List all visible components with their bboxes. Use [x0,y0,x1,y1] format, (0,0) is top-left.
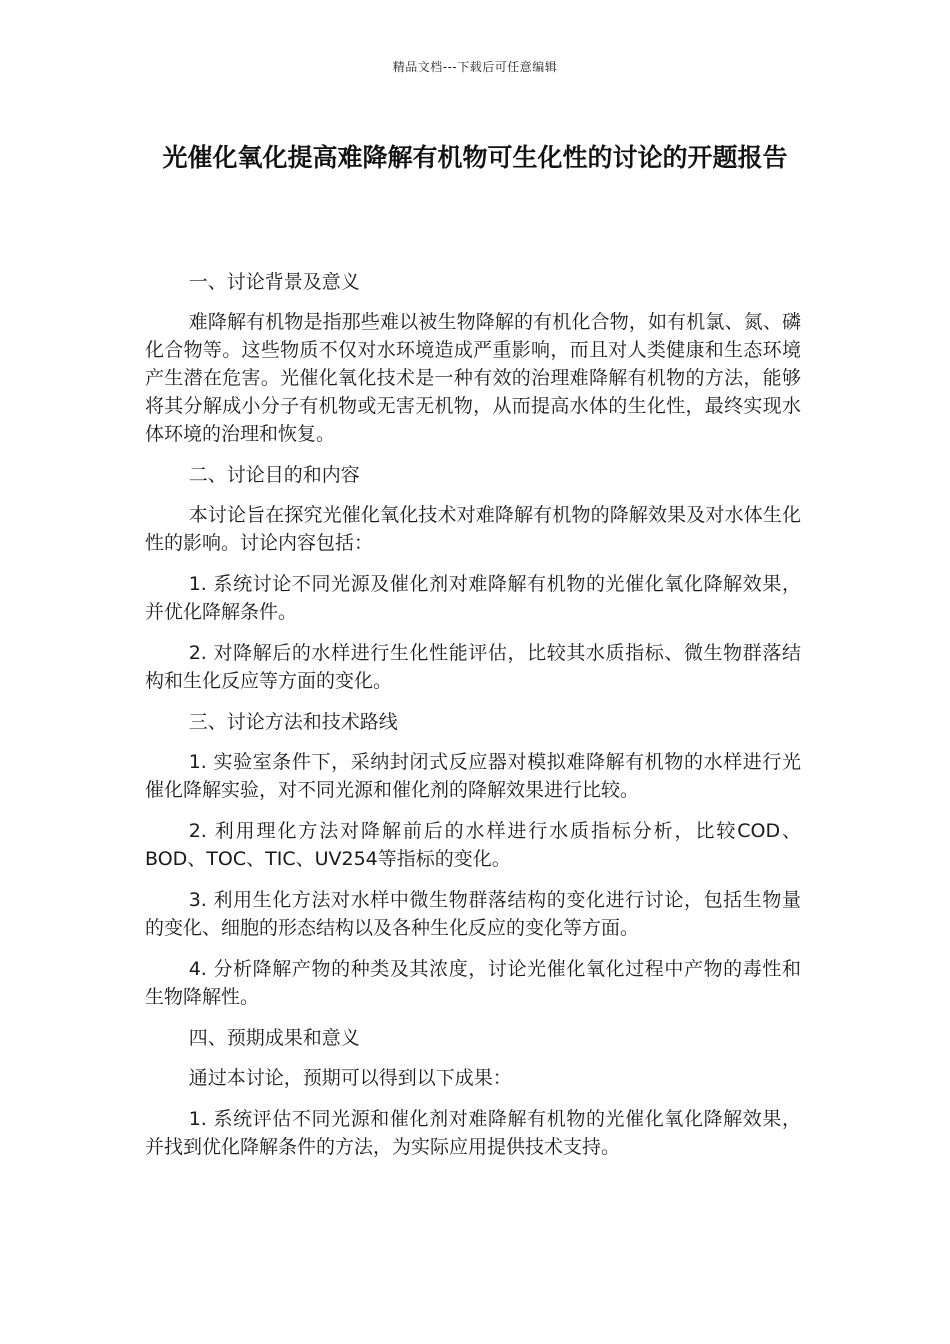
paragraph-outcomes-intro: 通过本讨论，预期可以得到以下成果： [188,1067,512,1089]
list-item-outcome-1: 1. 系统评估不同光源和催化剂对难降解有机物的光催化氧化降解效果，并找到优化降解条件的方法，为实际应用提供技术支持。 [145,1108,801,1158]
list-item-method-4: 4. 分析降解产物的种类及其浓度，讨论光催化氧化过程中产物的毒性和生物降解性。 [145,958,801,1008]
paragraph-objectives-intro: 本讨论旨在探究光催化氧化技术对难降解有机物的降解效果及对水体生化性的影响。讨论内容包括： [145,504,801,554]
list-item-method-1: 1. 实验室条件下，采纳封闭式反应器对模拟难降解有机物的水样进行光催化降解实验，对不同光源和催化剂的降解效果进行比较。 [145,751,801,801]
paragraph-background: 难降解有机物是指那些难以被生物降解的有机化合物，如有机氯、氮、磷化合物等。这些物质不仅对水环境造成严重影响，而且对人类健康和生态环境产生潜在危害。光催化氧化技术是一种有效的治理难降解有机物的方法，能够将其分解成小分子有机物或无害无机物，从而提高水体的生化性，最终实现水体环境的治理和恢复。 [145,311,801,445]
document-title: 光催化氧化提高难降解有机物可生化性的讨论的开题报告 [162,143,788,172]
list-item-objective-1: 1. 系统讨论不同光源及催化剂对难降解有机物的光催化氧化降解效果，并优化降解条件。 [145,573,801,623]
list-item-method-2: 2. 利用理化方法对降解前后的水样进行水质指标分析，比较COD、BOD、TOC、TIC、UV254等指标的变化。 [145,820,801,870]
section-heading-background: 一、讨论背景及意义 [188,271,360,293]
section-heading-objectives: 二、讨论目的和内容 [188,464,360,486]
section-heading-methods: 三、讨论方法和技术路线 [188,711,398,733]
list-item-objective-2: 2. 对降解后的水样进行生化性能评估，比较其水质指标、微生物群落结构和生化反应等方面的变化。 [145,642,801,692]
list-item-method-3: 3. 利用生化方法对水样中微生物群落结构的变化进行讨论，包括生物量的变化、细胞的形态结构以及各种生化反应的变化等方面。 [145,889,801,939]
section-heading-outcomes: 四、预期成果和意义 [188,1027,360,1049]
header-note: 精品文档---下载后可任意编辑 [392,60,558,74]
document-body [145,268,801,1174]
